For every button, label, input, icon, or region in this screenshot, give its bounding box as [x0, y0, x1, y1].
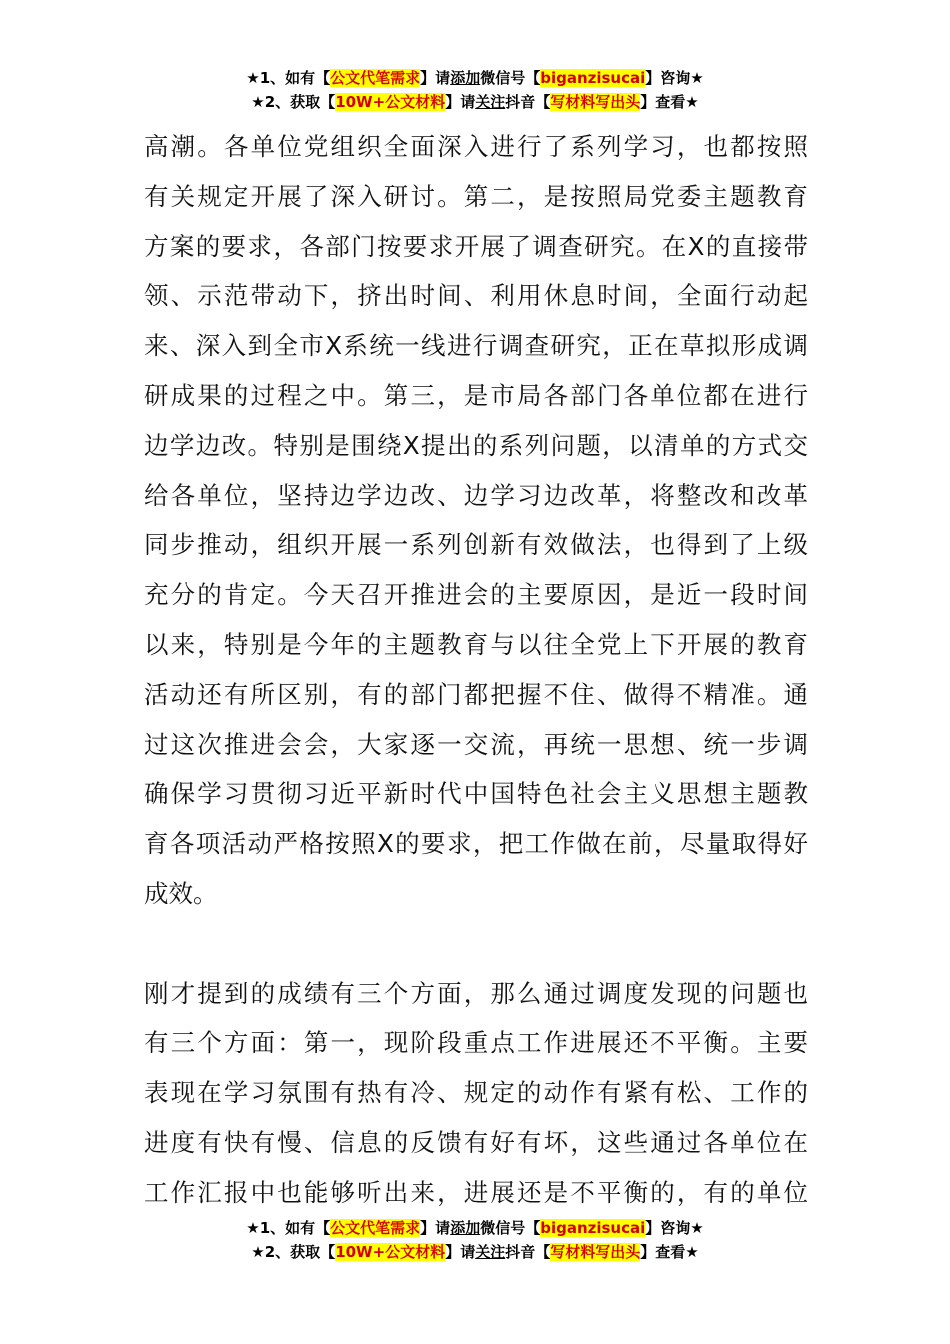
header-banner: [0, 66, 950, 114]
banner-text: ★2、获取【: [251, 93, 336, 111]
banner-text: ★1、如有【: [246, 69, 331, 87]
text-line: 工作汇报中也能够听出来，进展还是不平衡的，有的单位: [144, 1177, 808, 1207]
banner-highlight: 10W+公文材料: [335, 1243, 446, 1261]
banner-text: 】咨询★: [645, 69, 704, 87]
banner-highlight: 写材料写出头: [550, 93, 641, 111]
banner-text: 】咨询★: [645, 1219, 704, 1237]
banner-highlight: 写材料写出头: [550, 1243, 641, 1261]
text-line: 表现在学习氛围有热有冷、规定的动作有紧有松、工作的: [144, 1078, 808, 1108]
paragraph-1: [144, 122, 808, 919]
text-line: 成效。: [144, 878, 218, 908]
text-line: 领、示范带动下，挤出时间、利用休息时间，全面行动起: [144, 281, 808, 311]
text-line: 给各单位，坚持边学边改、边学习边改革，将整改和改革: [144, 480, 808, 510]
footer-banner-line-2: [0, 1240, 950, 1264]
banner-text: 抖音【: [505, 93, 551, 111]
text-line: 过这次推进会会，大家逐一交流，再统一思想、统一步调: [144, 729, 808, 759]
text-line: 高潮。各单位党组织全面深入进行了系列学习，也都按照: [144, 132, 808, 161]
footer-banner-line-1: [0, 1216, 950, 1240]
text-line: 方案的要求，各部门按要求开展了调查研究。在X的直接带: [144, 231, 809, 261]
banner-underline: 添加: [450, 1219, 481, 1237]
text-line: 刚才提到的成绩有三个方面，那么通过调度发现的问题也: [144, 978, 808, 1008]
banner-highlight: biganzisucai: [540, 1219, 646, 1237]
text-line: 进度有快有慢、信息的反馈有好有坏，这些通过各单位在: [144, 1127, 808, 1157]
text-line: 育各项活动严格按照X的要求，把工作做在前，尽量取得好: [144, 829, 808, 859]
text-line: 来、深入到全市X系统一线进行调查研究，正在草拟形成调: [144, 331, 808, 361]
banner-underline: 关注: [475, 1243, 506, 1261]
text-line: 边学边改。特别是围绕X提出的系列问题，以清单的方式交: [144, 430, 808, 460]
header-banner-line-1: [0, 66, 950, 90]
banner-text: 】查看★: [640, 1243, 699, 1261]
paragraph-2: [144, 969, 808, 1218]
banner-highlight: 公文代笔需求: [330, 1219, 421, 1237]
banner-underline: 关注: [475, 93, 506, 111]
banner-text: 】请: [420, 1219, 451, 1237]
banner-text: ★2、获取【: [251, 1243, 336, 1261]
banner-highlight: 10W+公文材料: [335, 93, 446, 111]
text-line: 以来，特别是今年的主题教育与以往全党上下开展的教育: [144, 629, 808, 659]
text-line: 活动还有所区别，有的部门都把握不住、做得不精准。通: [144, 679, 808, 709]
document-body: [144, 122, 808, 1218]
text-line: 有关规定开展了深入研讨。第二，是按照局党委主题教育: [144, 181, 808, 211]
text-line: 确保学习贯彻习近平新时代中国特色社会主义思想主题教: [144, 779, 808, 809]
text-line: 充分的肯定。今天召开推进会的主要原因，是近一段时间: [144, 580, 808, 610]
header-banner-line-2: [0, 90, 950, 114]
banner-highlight: biganzisucai: [540, 69, 646, 87]
banner-text: 微信号【: [480, 1219, 541, 1237]
banner-text: 】请: [445, 1243, 476, 1261]
text-line: 同步推动，组织开展一系列创新有效做法，也得到了上级: [144, 530, 808, 560]
banner-text: 微信号【: [480, 69, 541, 87]
banner-text: 】查看★: [640, 93, 699, 111]
banner-text: 】请: [445, 93, 476, 111]
banner-text: ★1、如有【: [246, 1219, 331, 1237]
banner-highlight: 公文代笔需求: [330, 69, 421, 87]
banner-underline: 添加: [450, 69, 481, 87]
text-line: 研成果的过程之中。第三，是市局各部门各单位都在进行: [144, 380, 808, 410]
banner-text: 抖音【: [505, 1243, 551, 1261]
banner-text: 】请: [420, 69, 451, 87]
text-line: 有三个方面：第一，现阶段重点工作进展还不平衡。主要: [144, 1028, 808, 1058]
footer-banner: [0, 1216, 950, 1264]
